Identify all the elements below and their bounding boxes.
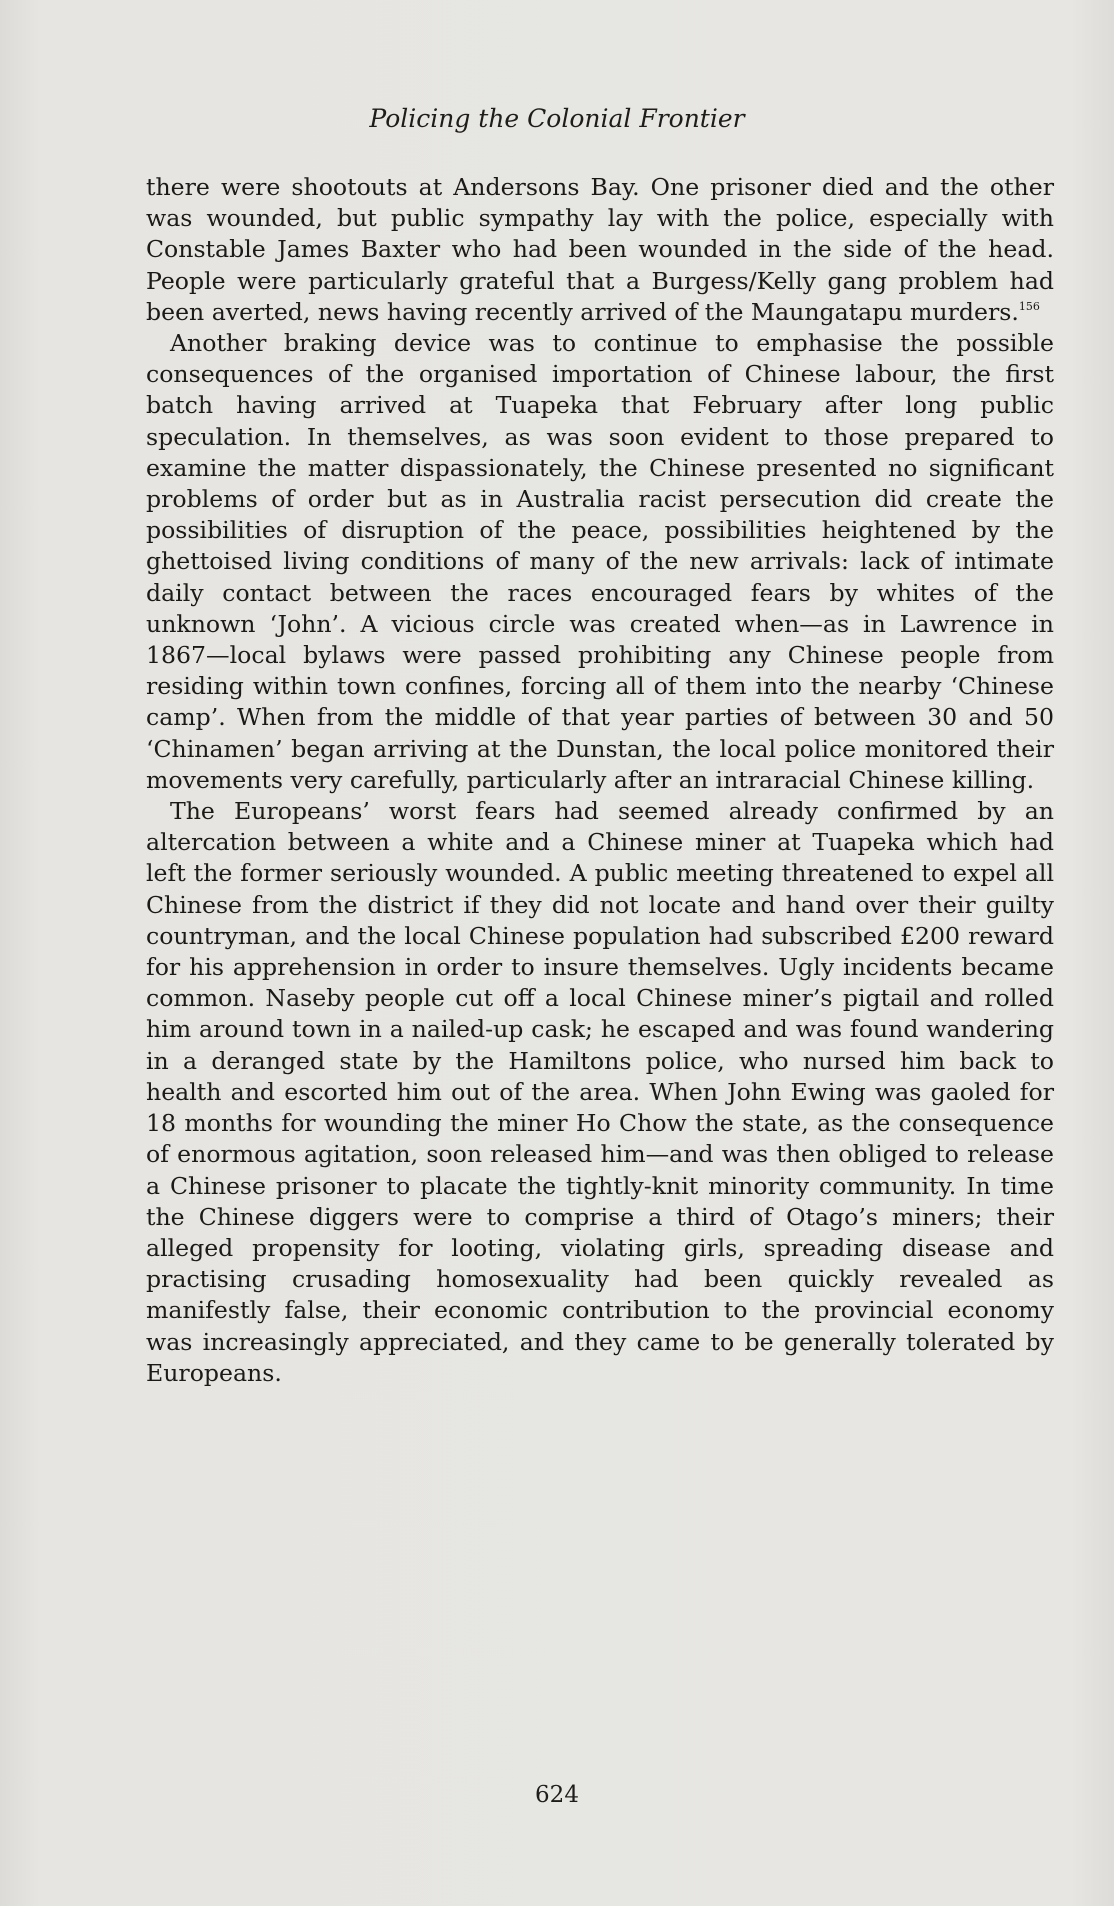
running-head: Policing the Colonial Frontier bbox=[369, 104, 745, 133]
paragraph-1-text: there were shootouts at Andersons Bay. One prisoner died and the other was wounded, but public sympathy lay with the police, especially with Constable James Baxter who had been wounded in the side of the head. People were particularly grateful that a Burgess/Kelly gang problem had been averted, news having recently arrived of the Maungatapu murders. bbox=[146, 173, 1054, 326]
paragraph-2: Another braking device was to continue to emphasise the possible consequences of the organised importation of Chinese labour, the first batch having arrived at Tuapeka that February after long public speculation. In themselves, as was soon evident to those prepared to examine the matter dispassionately, the Chinese presented no significant problems of order but as in Australia racist persecution did create the possibilities of disruption of the peace, possibilities heightened by the ghettoised living conditions of many of the new arrivals: lack of intimate daily contact between the races encouraged fears by whites of the unknown ‘John’. A vicious circle was created when—as in Lawrence in 1867—local bylaws were passed prohibiting any Chinese people from residing within town confines, forcing all of them into the nearby ‘Chinese camp’. When from the middle of that year parties of between 30 and 50 ‘Chinamen’ began arriving at the Dunstan, the local police monitored their movements very carefully, particularly after an intraracial Chinese killing. bbox=[146, 329, 1054, 794]
page-number: 624 bbox=[535, 1782, 579, 1808]
body-text bbox=[146, 172, 1054, 1389]
paragraph-3: The Europeans’ worst fears had seemed already confirmed by an altercation between a white and a Chinese miner at Tuapeka which had left the former seriously wounded. A public meeting threatened to expel all Chinese from the district if they did not locate and hand over their guilty countryman, and the local Chinese population had subscribed £200 reward for his apprehension in order to insure themselves. Ugly incidents became common. Naseby people cut off a local Chinese miner’s pigtail and rolled him around town in a nailed-up cask; he escaped and was found wandering in a deranged state by the Hamiltons police, who nursed him back to health and escorted him out of the area. When John Ewing was gaoled for 18 months for wounding the miner Ho Chow the state, as the consequence of enormous agitation, soon released him—and was then obliged to release a Chinese prisoner to placate the tightly-knit minority community. In time the Chinese diggers were to comprise a third of Otago’s miners; their alleged propensity for looting, violating girls, spreading disease and practising crusading homosexuality had been quickly revealed as manifestly false, their economic contribution to the provincial economy was increasingly appreciated, and they came to be generally tolerated by Europeans. bbox=[146, 797, 1054, 1387]
paragraph-1 bbox=[146, 172, 1054, 328]
footnote-ref-156: 156 bbox=[1018, 299, 1040, 313]
